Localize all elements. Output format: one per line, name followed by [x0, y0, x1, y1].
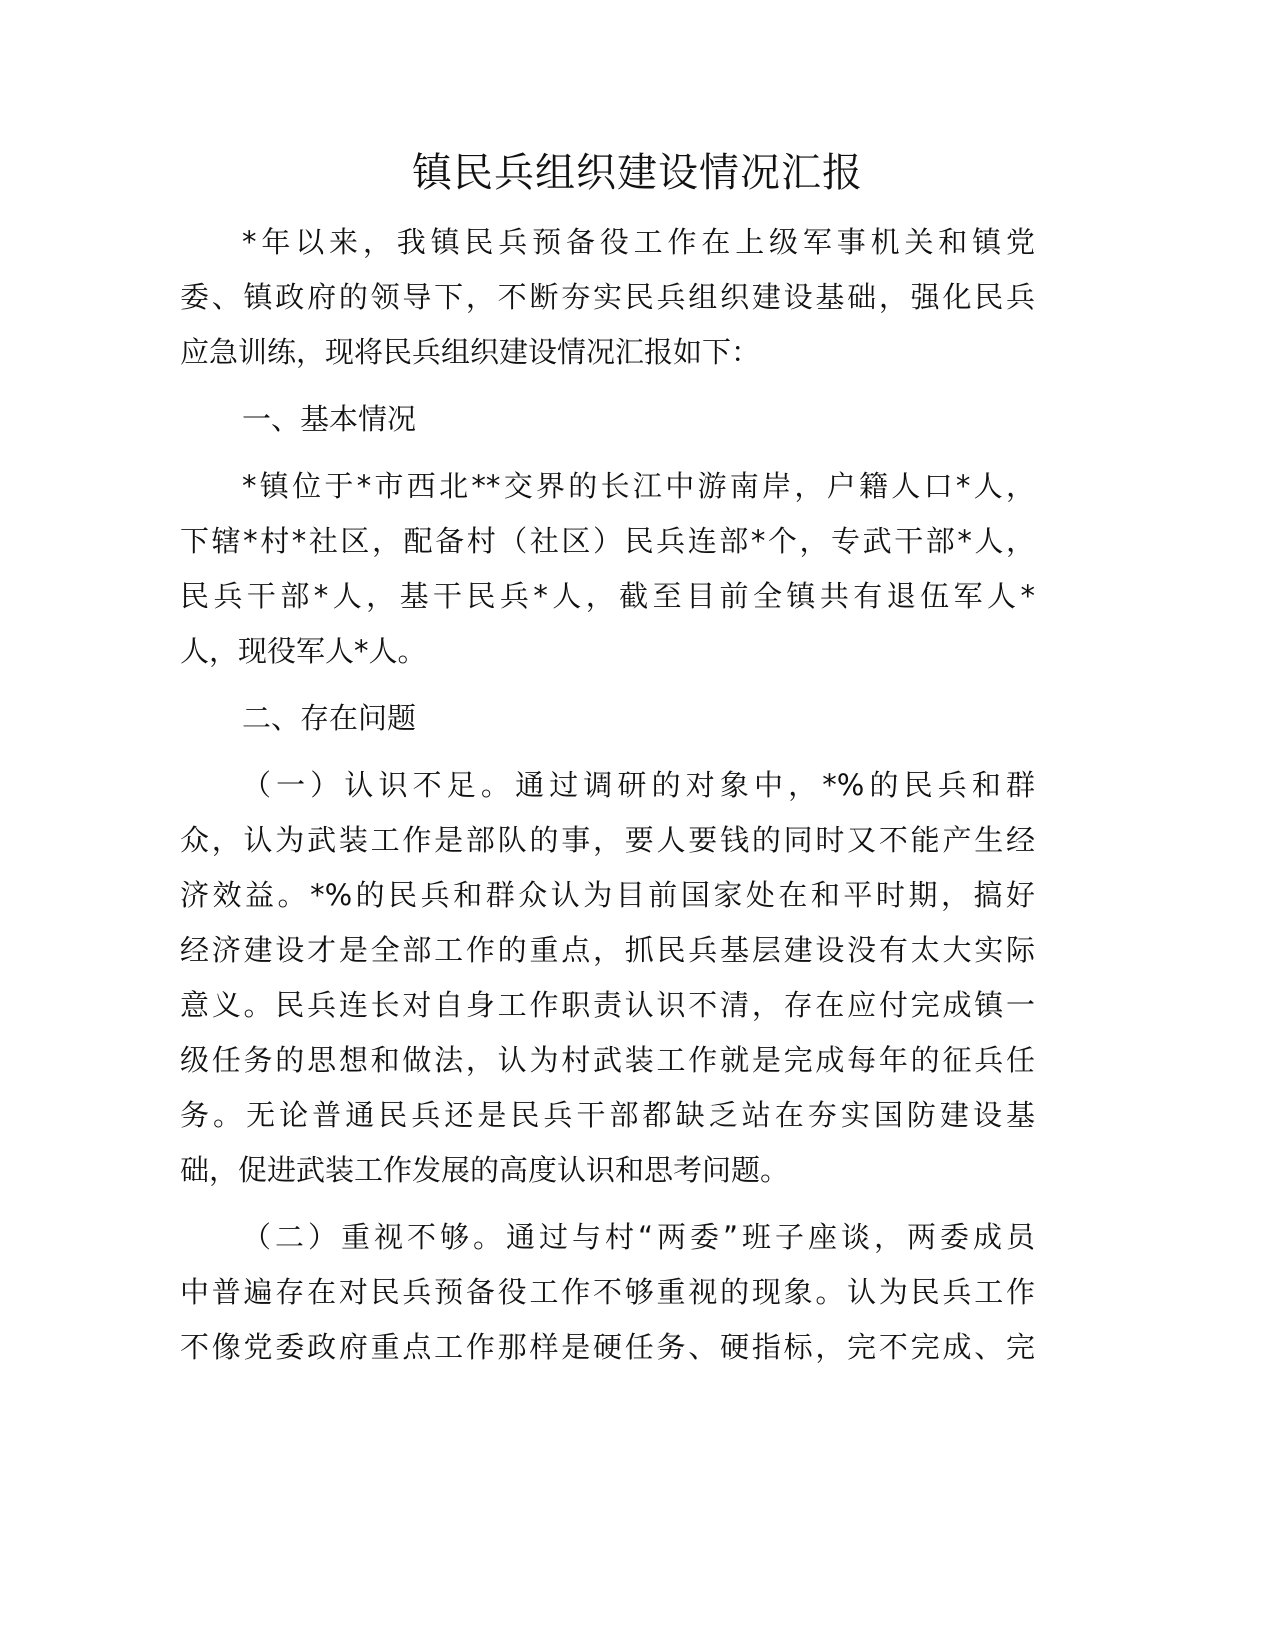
text-line: 应急训练，现将民兵组织建设情况汇报如下： [180, 335, 761, 369]
text-line: 人，现役军人*人。 [180, 634, 427, 668]
text-line: 二、存在问题 [242, 701, 417, 735]
text-line: 务。无论普通民兵还是民兵干部都缺乏站在夯实国防建设基 [180, 1098, 1035, 1132]
text-line: 委、镇政府的领导下，不断夯实民兵组织建设基础，强化民兵 [180, 280, 1035, 314]
text-line: 意义。民兵连长对自身工作职责认识不清，存在应付完成镇一 [180, 988, 1035, 1022]
paragraph [180, 459, 1035, 679]
text-line: 一、基本情况 [242, 402, 417, 436]
paragraph [180, 392, 1035, 447]
text-line: 济效益。*%的民兵和群众认为目前国家处在和平时期，搞好 [180, 878, 1035, 912]
text-line: （二）重视不够。通过与村“两委”班子座谈，两委成员 [242, 1220, 1035, 1254]
text-line: *年以来，我镇民兵预备役工作在上级军事机关和镇党 [242, 225, 1035, 259]
text-line: 中普遍存在对民兵预备役工作不够重视的现象。认为民兵工作 [180, 1275, 1035, 1309]
text-line: 民兵干部*人，基干民兵*人，截至目前全镇共有退伍军人* [180, 579, 1035, 613]
text-line: （一）认识不足。通过调研的对象中，*%的民兵和群 [242, 768, 1035, 802]
paragraph [180, 758, 1035, 1198]
text-line: 不像党委政府重点工作那样是硬任务、硬指标，完不完成、完 [180, 1330, 1035, 1364]
text-line: *镇位于*市西北**交界的长江中游南岸，户籍人口*人， [242, 469, 1035, 503]
text-line: 级任务的思想和做法，认为村武装工作就是完成每年的征兵任 [180, 1043, 1035, 1077]
text-line: 经济建设才是全部工作的重点，抓民兵基层建设没有太大实际 [180, 933, 1035, 967]
paragraph [180, 215, 1035, 380]
text-line: 础，促进武装工作发展的高度认识和思考问题。 [180, 1153, 790, 1187]
text-line: 众，认为武装工作是部队的事，要人要钱的同时又不能产生经 [180, 823, 1035, 857]
document-title: 镇民兵组织建设情况汇报 [412, 150, 863, 196]
paragraph [180, 691, 1035, 746]
text-line: 下辖*村*社区，配备村（社区）民兵连部*个，专武干部*人， [180, 524, 1035, 558]
document-body [180, 215, 1035, 1387]
paragraph [180, 1210, 1035, 1375]
